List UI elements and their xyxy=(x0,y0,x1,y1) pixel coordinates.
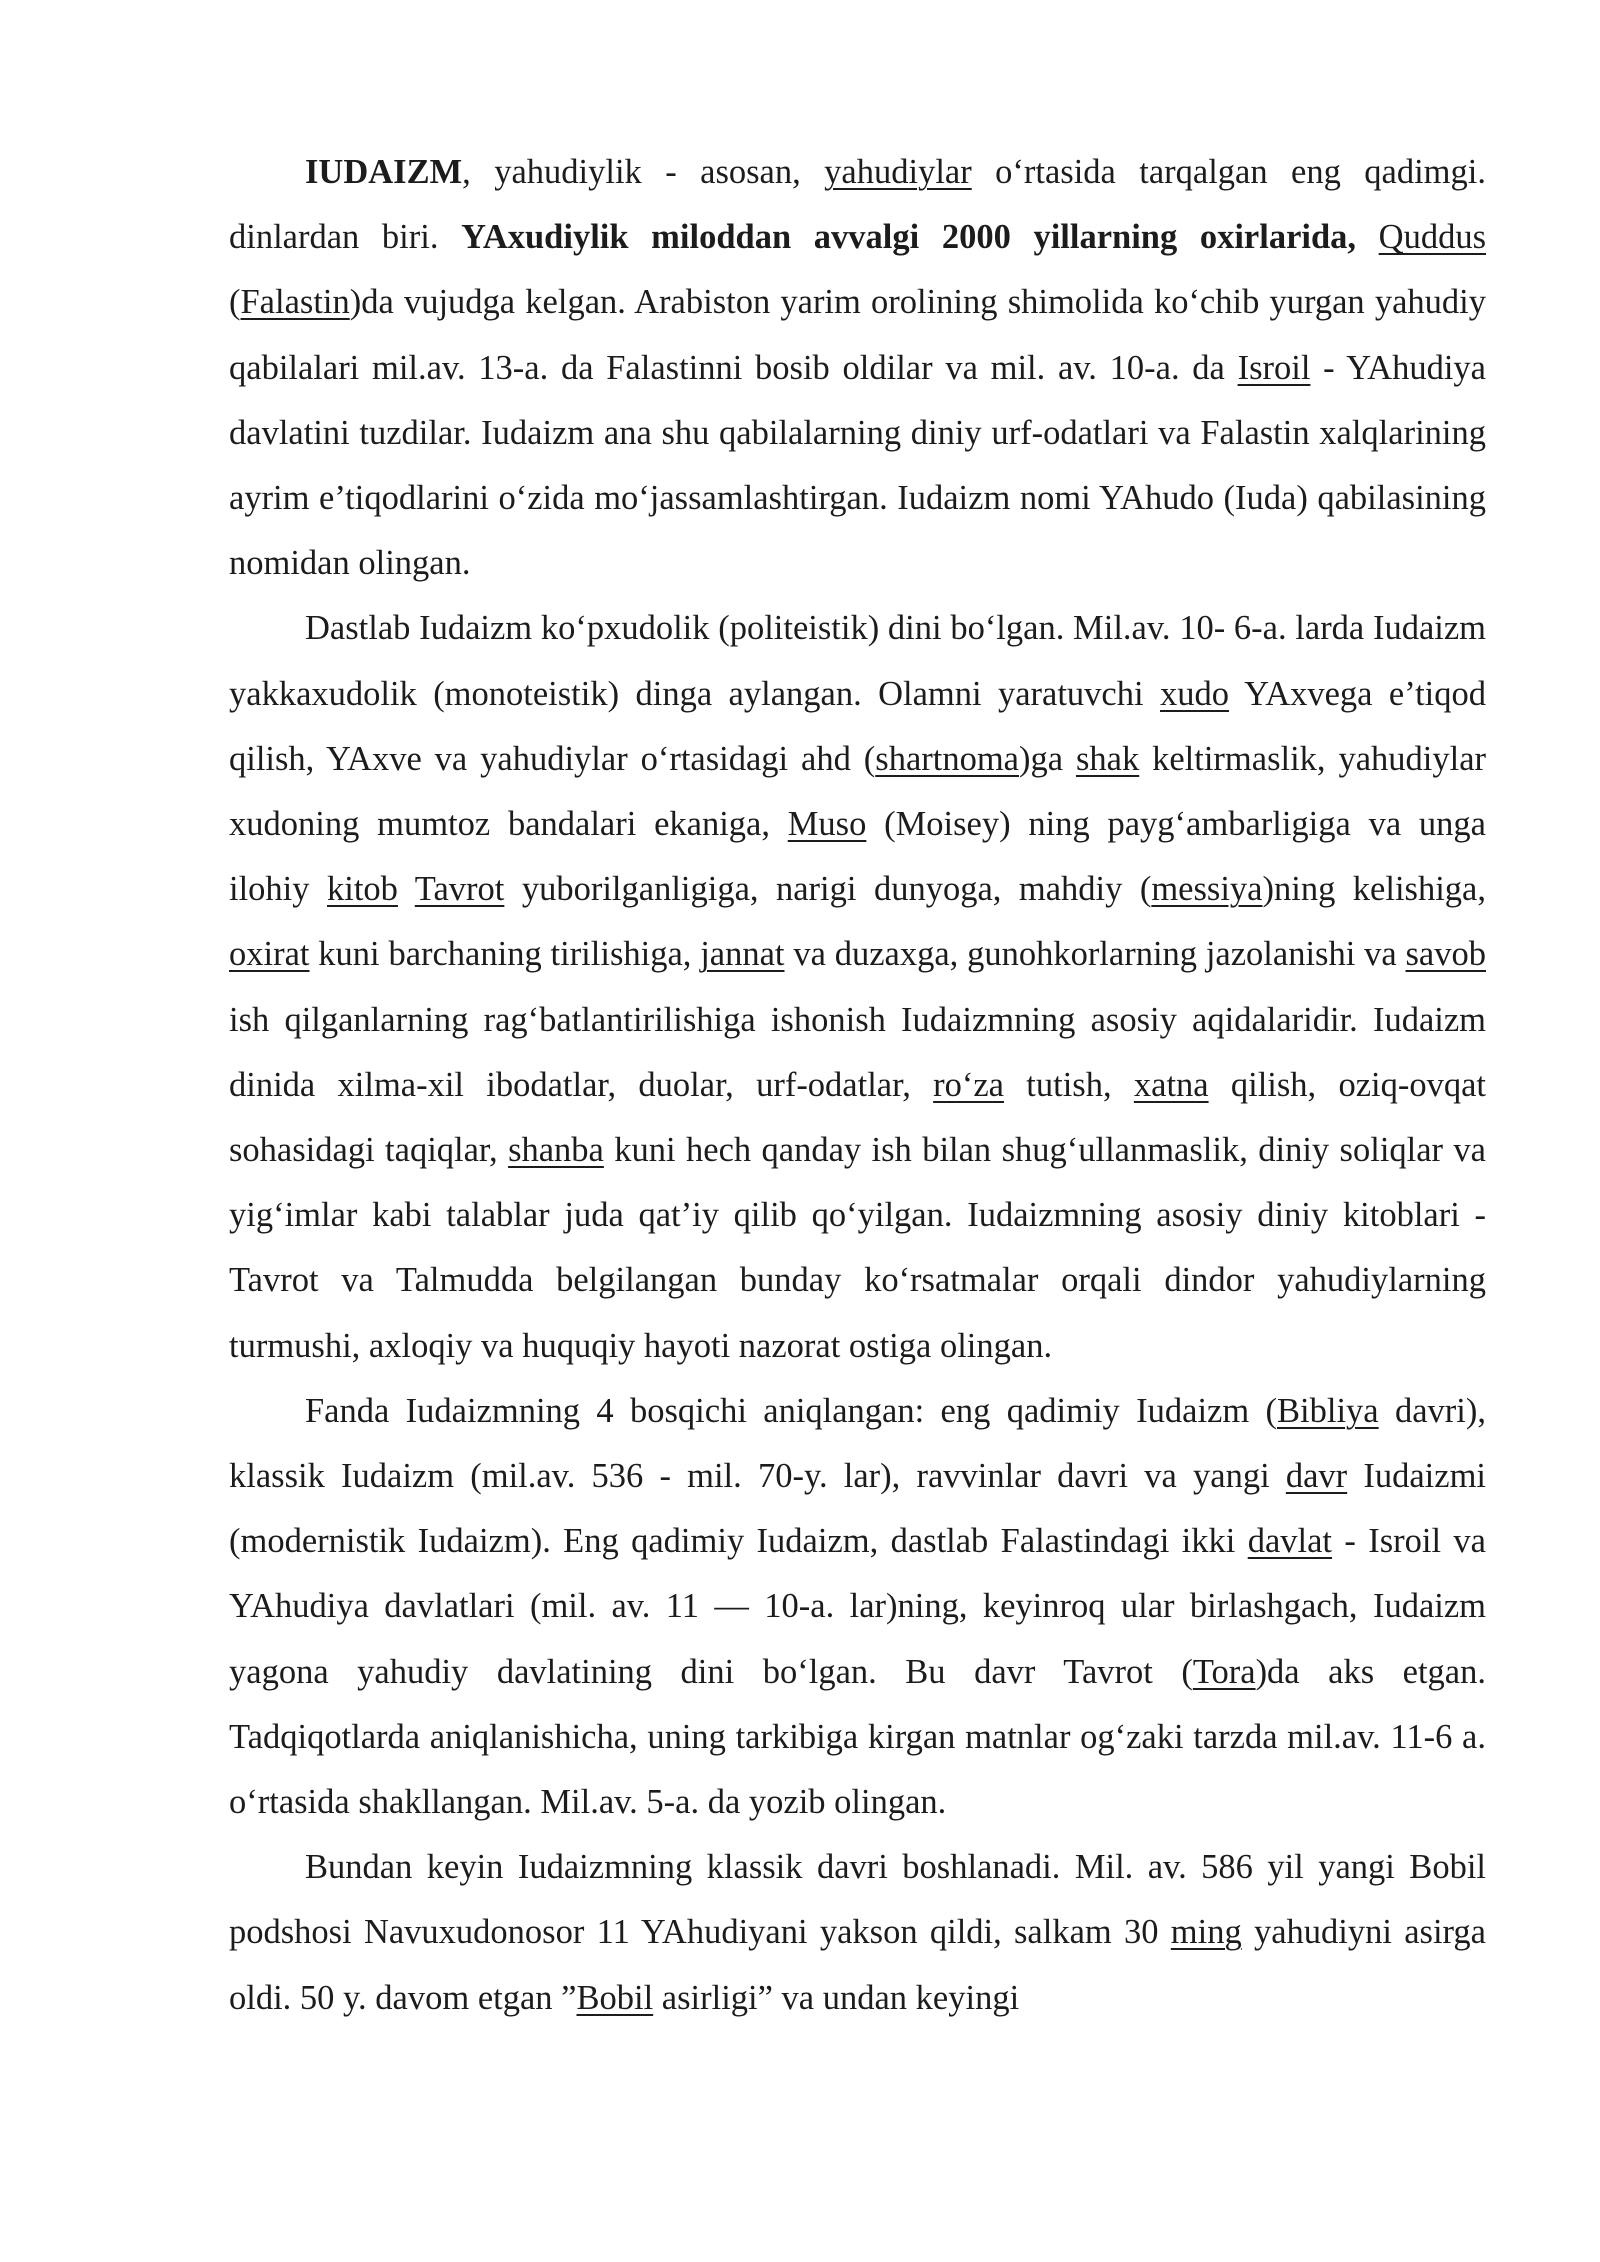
text-run: asirligi” va undan keyingi xyxy=(653,1978,1020,2017)
text-run: keltirmaslik, yahudiylar xudoning mumtoz bandalari ekaniga, xyxy=(229,739,1486,844)
text-run: YAxvega e’tiqod qilish, YAxve va yahudiylar o‘rtasidagi ahd ( xyxy=(229,674,1486,778)
text-run: Fanda Iudaizmning 4 bosqichi aniqlangan: eng qadimiy Iudaizm ( xyxy=(305,1391,1278,1430)
hyperlink-term[interactable]: oxirat xyxy=(229,935,310,974)
hyperlink-term[interactable]: shartnoma xyxy=(875,739,1019,778)
hyperlink-term[interactable]: ming xyxy=(1170,1913,1242,1952)
text-run: o‘rtasida tarqalgan eng qadimgi. dinlardan biri. xyxy=(229,153,1486,257)
text-run: tutish, xyxy=(1003,1065,1134,1104)
text-run: yahudiyni asirga oldi. 50 y. davom etgan ” xyxy=(229,1913,1486,2017)
hyperlink-term[interactable]: Isroil xyxy=(1237,348,1311,387)
hyperlink-term[interactable]: Quddus xyxy=(1378,218,1487,257)
bold-text: YAxudiylik miloddan avvalgi 2000 yillarning oxirlarida, xyxy=(461,218,1357,257)
hyperlink-term[interactable]: Falastin xyxy=(240,283,350,322)
hyperlink-term[interactable]: Tora xyxy=(1192,1652,1256,1691)
hyperlink-term[interactable]: Bibliya xyxy=(1277,1391,1379,1430)
paragraph-2 xyxy=(229,596,1486,1378)
text-run: (Moisey) ning payg‘ambarligiga va unga ilohiy xyxy=(229,805,1486,909)
hyperlink-term[interactable]: yahudiylar xyxy=(824,153,972,191)
hyperlink-term[interactable]: xudo xyxy=(1159,674,1229,713)
text-run: )da aks etgan. Tadqiqotlarda aniqlanishicha, uning tarkibiga kirgan matnlar og‘zaki tarzda mil.av. 11-6 a. o‘rtasida shakllangan. Mil.av. 5-a. da yozib olingan. xyxy=(229,1652,1486,1822)
hyperlink-term[interactable]: Tavrot xyxy=(414,870,505,909)
text-run: )ga xyxy=(1018,739,1076,778)
text-run: - YAhudiya davlatini tuzdilar. Iudaizm ana shu qabilalarning diniy urf-odatlari va Falastin xalqlarining ayrim e’tiqodlarini o‘zida mo‘jassamlashtirgan. Iudaizm nomi YAhudo (Iuda) qabilasining nomidan olingan. xyxy=(229,348,1486,583)
bold-text: IUDAIZM xyxy=(305,153,463,191)
text-run: yuborilganligiga, narigi dunyoga, mahdiy ( xyxy=(504,870,1152,909)
hyperlink-term[interactable]: messiya xyxy=(1151,870,1263,909)
hyperlink-term[interactable]: kitob xyxy=(327,870,398,909)
text-run: Bundan keyin Iudaizmning klassik davri boshlanadi. Mil. av. 586 yil yangi Bobil podshosi Navuxudonosor 11 YAhudiyani yakson qildi, salkam 30 xyxy=(229,1848,1486,1952)
document-page xyxy=(229,140,1486,2031)
text-run: kuni barchaning tirilishiga, xyxy=(309,935,701,974)
hyperlink-term[interactable]: savob xyxy=(1405,935,1486,974)
text-run: - Isroil va YAhudiya davlatlari (mil. av. 11 — 10-a. lar)ning, keyinroq ular birlashgach, Iudaizm yagona yahudiy davlatining dini bo‘lgan. Bu davr Tavrot ( xyxy=(229,1522,1486,1691)
text-run: va duzaxga, gunohkorlarning jazolanishi va xyxy=(784,935,1406,974)
hyperlink-term[interactable]: Bobil xyxy=(576,1978,654,2017)
hyperlink-term[interactable]: davr xyxy=(1285,1457,1348,1496)
text-run: )da vujudga kelgan. Arabiston yarim orolining shimolida ko‘chib yurgan yahudiy qabilalari mil.av. 13-a. da Falastinni bosib oldilar va mil. av. 10-a. da xyxy=(229,283,1486,387)
hyperlink-term[interactable]: ro‘za xyxy=(933,1065,1004,1104)
hyperlink-term[interactable]: jannat xyxy=(700,935,785,974)
paragraph-4 xyxy=(229,1835,1486,2031)
text-run: davri), klassik Iudaizm (mil.av. 536 - mil. 70-y. lar), ravvinlar davri va yangi xyxy=(229,1391,1486,1496)
text-run: ish qilganlarning rag‘batlantirilishiga ishonish Iudaizmning asosiy aqidalaridir. Iudaizm dinida xilma-xil ibodatlar, duolar, urf-odatlar, xyxy=(229,1000,1486,1104)
text-run xyxy=(398,870,415,908)
text-run: , yahudiylik - asosan, xyxy=(462,153,825,191)
hyperlink-term[interactable]: davlat xyxy=(1247,1522,1333,1561)
text-run: ( xyxy=(229,283,241,322)
hyperlink-term[interactable]: shanba xyxy=(508,1131,604,1170)
hyperlink-term[interactable]: xatna xyxy=(1133,1065,1209,1104)
text-run: Dastlab Iudaizm ko‘pxudolik (politeistik) dini bo‘lgan. Mil.av. 10- 6-a. larda Iudaizm yakkaxudolik (monoteistik) dinga aylangan. Olamni yaratuvchi xyxy=(229,609,1486,713)
hyperlink-term[interactable]: shak xyxy=(1075,739,1140,778)
text-run: )ning kelishiga, xyxy=(1262,870,1486,909)
paragraph-1 xyxy=(229,140,1486,596)
paragraph-3 xyxy=(229,1379,1486,1835)
text-run xyxy=(1356,218,1379,256)
text-run: kuni hech qanday ish bilan shug‘ullanmaslik, diniy soliqlar va yig‘imlar kabi talablar juda qat’iy qilib qo‘yilgan. Iudaizmning asosiy diniy kitoblari - Tavrot va Talmudda belgilangan bunday ko‘rsatmalar orqali dindor yahudiylarning turmushi, axloqiy va huquqiy hayoti nazorat ostiga olingan. xyxy=(229,1131,1486,1365)
text-run: Iudaizmi (modernistik Iudaizm). Eng qadimiy Iudaizm, dastlab Falastindagi ikki xyxy=(229,1457,1486,1561)
text-run: qilish, oziq-ovqat sohasidagi taqiqlar, xyxy=(229,1065,1487,1170)
hyperlink-term[interactable]: Muso xyxy=(787,805,867,844)
